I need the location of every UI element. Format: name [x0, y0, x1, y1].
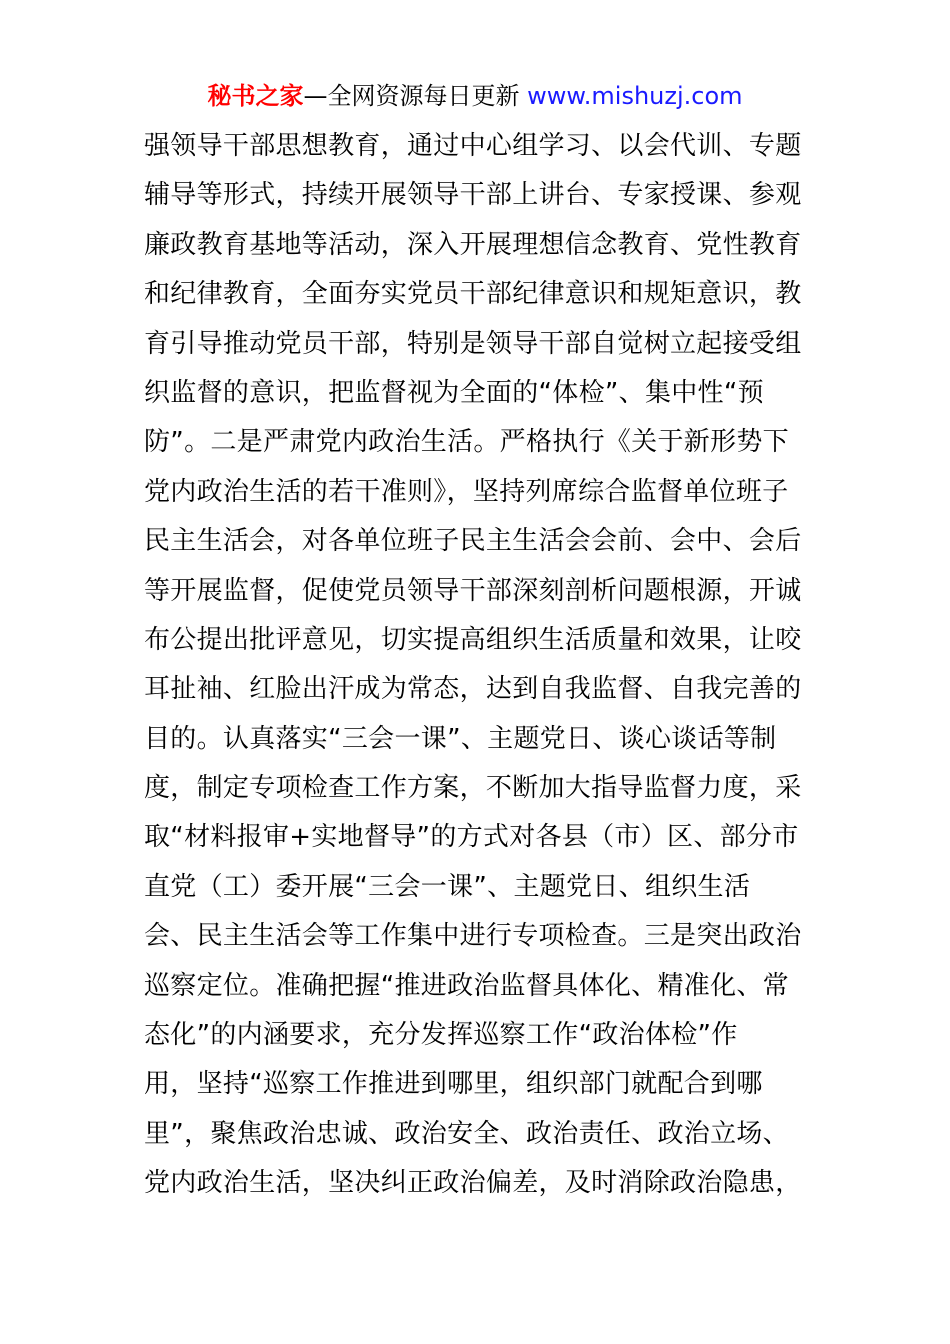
text-line: 直党（工）委开展“三会一课”、主题党日、组织生活: [144, 871, 751, 902]
text-line: 辅导等形式，持续开展领导干部上讲台、专家授课、参观: [144, 180, 802, 211]
text-line: 用，坚持“巡察工作推进到哪里，组织部门就配合到哪: [144, 1069, 763, 1100]
document-body: [144, 122, 808, 1209]
text-line: 民主生活会，对各单位班子民主生活会会前、会中、会后: [144, 526, 802, 557]
page-header: [0, 80, 950, 112]
text-line: 育引导推动党员干部，特别是领导干部自觉树立起接受组: [144, 328, 802, 359]
text-line: 里”，聚焦政治忠诚、政治安全、政治责任、政治立场、: [144, 1118, 789, 1149]
text-line: 党内政治生活，坚决纠正政治偏差，及时消除政治隐患，: [144, 1168, 802, 1199]
text-line: 取“材料报审+实地督导”的方式对各县（市）区、部分市: [144, 822, 799, 853]
text-line: 度，制定专项检查工作方案，不断加大指导监督力度，采: [144, 773, 802, 804]
text-line: 态化”的内涵要求，充分发挥巡察工作“政治体检”作: [144, 1020, 738, 1051]
text-line: 织监督的意识，把监督视为全面的“体检”、集中性“预: [144, 377, 764, 408]
text-line: 强领导干部思想教育，通过中心组学习、以会代训、专题: [144, 131, 802, 161]
text-line: 和纪律教育，全面夯实党员干部纪律意识和规矩意识，教: [144, 279, 802, 310]
site-url-link[interactable]: www.mishuzj.com: [527, 82, 743, 110]
header-tagline: —全网资源每日更新: [303, 82, 520, 110]
text-line: 防”。二是严肃党内政治生活。严格执行《关于新形势下: [144, 427, 789, 458]
text-line: 目的。认真落实“三会一课”、主题党日、谈心谈话等制: [144, 723, 777, 754]
text-line: 布公提出批评意见，切实提高组织生活质量和效果，让咬: [144, 624, 802, 655]
text-line: 会、民主生活会等工作集中进行专项检查。三是突出政治: [144, 921, 802, 952]
text-line: 廉政教育基地等活动，深入开展理想信念教育、党性教育: [144, 229, 802, 260]
text-line: 等开展监督，促使党员领导干部深刻剖析问题根源，开诚: [144, 575, 802, 606]
text-line: 党内政治生活的若干准则》，坚持列席综合监督单位班子: [144, 476, 789, 507]
brand-name: 秘书之家: [207, 82, 304, 110]
text-line: 耳扯袖、红脸出汗成为常态，达到自我监督、自我完善的: [144, 674, 802, 705]
text-line: 巡察定位。准确把握“推进政治监督具体化、精准化、常: [144, 970, 789, 1001]
